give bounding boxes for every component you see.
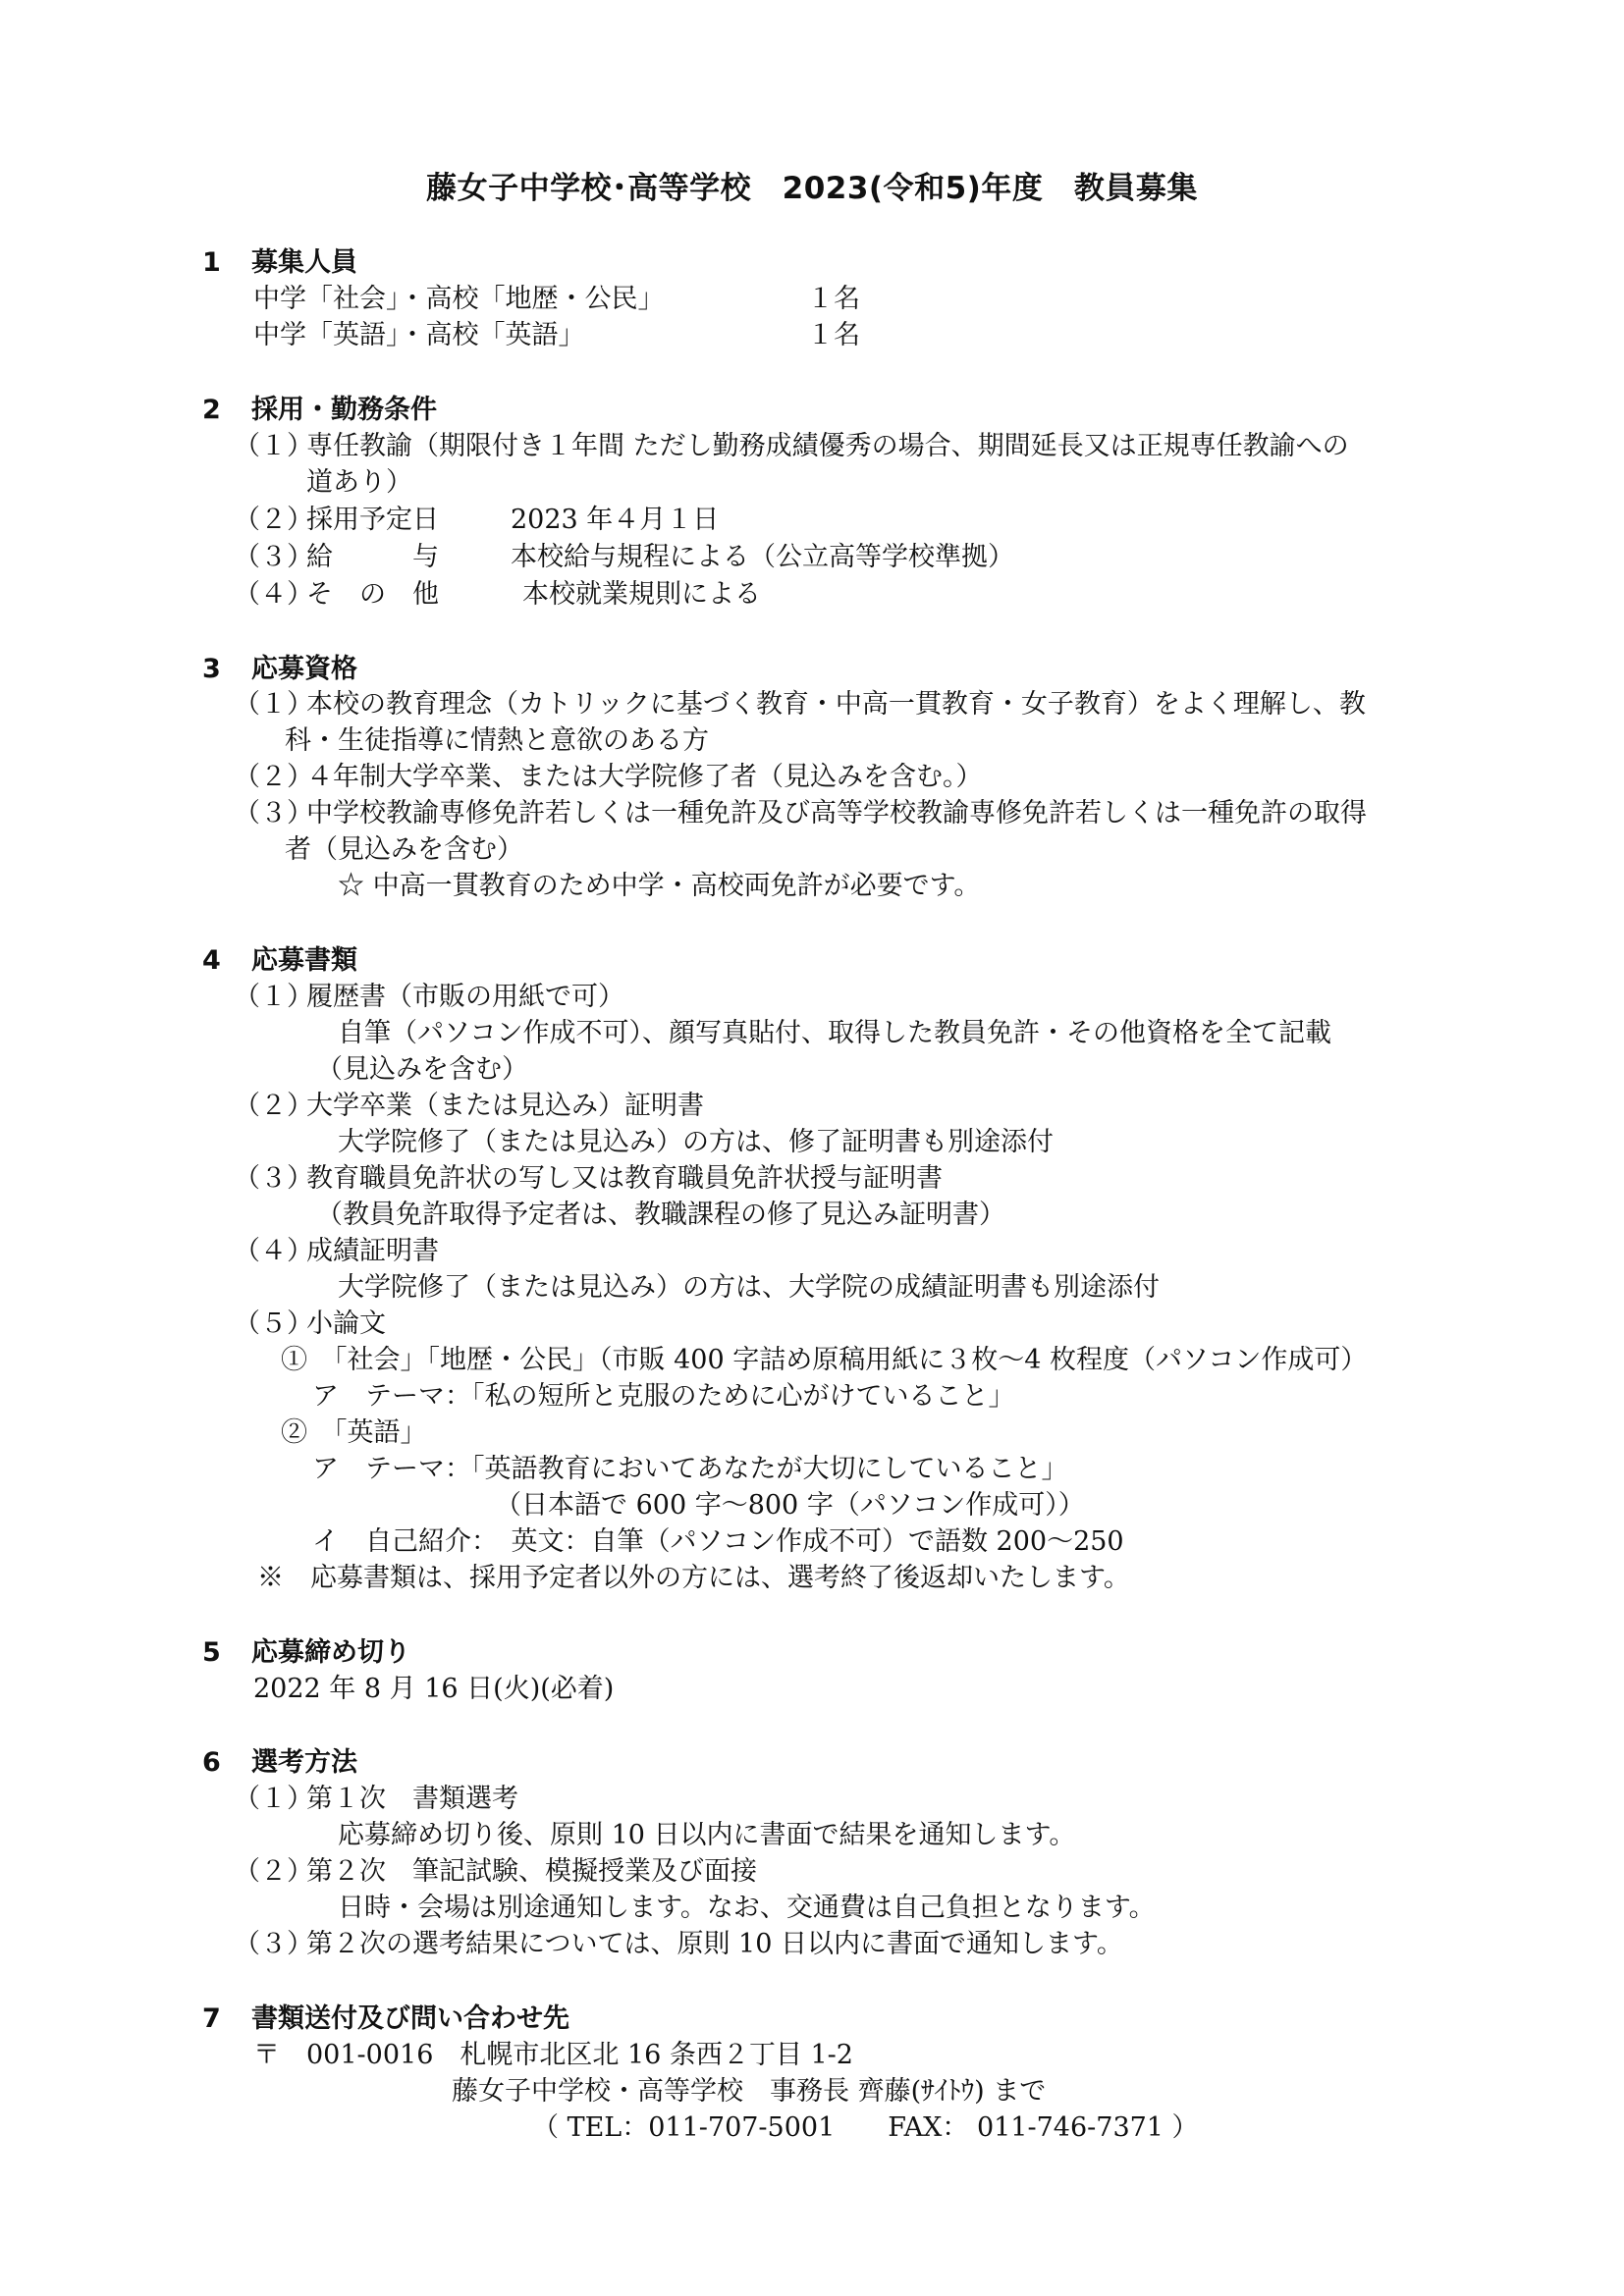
list-item-detail: （見込みを含む） — [316, 1054, 528, 1085]
list-item: （２）４年制大学卒業、または大学院修了者（見込みを含む。） — [234, 762, 983, 792]
list-item: （２）採用予定日 — [234, 505, 439, 535]
section-heading: 応募資格 — [251, 654, 357, 684]
list-item: （１）専任教諭（期限付き１年間 ただし勤務成績優秀の場合、期間延長又は正規専任教諭への — [234, 431, 1349, 461]
postal-address: 〒 001-0016 札幌市北区北 16 条西２丁目 1-2 — [253, 2040, 853, 2070]
list-item: （４）成績証明書 — [234, 1236, 439, 1266]
essay-theme: ア テーマ：「英語教育においてあなたが大切にしていること」 — [312, 1454, 1068, 1484]
essay-theme-detail: （日本語で 600 字～800 字（パソコン作成可）） — [495, 1490, 1085, 1521]
essay-theme: ア テーマ：「私の短所と克服のために心がけていること」 — [312, 1381, 1015, 1412]
documents-note: ※ 応募書類は、採用予定者以外の方には、選考終了後返却いたします。 — [257, 1563, 1130, 1593]
list-item: （４）そ の 他 — [234, 579, 439, 610]
recipient: 藤女子中学校・高等学校 事務長 齊藤(ｻｲﾄｳ) まで — [452, 2076, 1047, 2107]
list-item: （１）第１次 書類選考 — [234, 1784, 518, 1814]
list-item-detail: （教員免許取得予定者は、教職課程の修了見込み証明書） — [316, 1200, 1005, 1230]
self-introduction: イ 自己紹介： 英文：自筆（パソコン作成不可）で語数 200～250 — [312, 1526, 1124, 1557]
list-item-continuation: 者（見込みを含む） — [285, 834, 523, 865]
section-number: 6 — [202, 1747, 221, 1778]
list-item-continuation: 科・生徒指導に情熱と意欲のある方 — [285, 725, 709, 756]
section-number: 3 — [202, 654, 221, 684]
section-heading: 書類送付及び問い合わせ先 — [251, 2003, 569, 2034]
other-value: 本校就業規則による — [522, 579, 761, 610]
list-item-detail: 日時・会場は別途通知します。なお、交通費は自己負担となります。 — [338, 1893, 1156, 1923]
list-item: （３）給 与 — [234, 542, 439, 572]
recruit-count: １名 — [807, 284, 860, 314]
contact-numbers: （ TEL：011-707-5001 FAX： 011-746-7371 ） — [532, 2112, 1199, 2143]
salary-value: 本校給与規程による（公立高等学校準拠） — [511, 542, 1014, 572]
deadline-date: 2022 年 8 月 16 日(火)(必着) — [253, 1674, 615, 1704]
recruit-subject: 中学「英語」・高校「英語」 — [253, 320, 585, 350]
section-heading: 選考方法 — [251, 1747, 357, 1778]
section-number: 2 — [202, 395, 221, 425]
section-number: 5 — [202, 1637, 221, 1668]
section-number: 1 — [202, 247, 221, 278]
recruit-subject: 中学「社会」・高校「地歴・公民」 — [253, 284, 665, 314]
list-item-detail: 応募締め切り後、原則 10 日以内に書面で結果を通知します。 — [338, 1820, 1076, 1850]
recruit-count: １名 — [807, 320, 860, 350]
list-item: （３）教育職員免許状の写し又は教育職員免許状授与証明書 — [234, 1163, 943, 1194]
section-heading: 応募締め切り — [251, 1637, 410, 1668]
section-heading: 応募書類 — [251, 945, 357, 976]
list-item-detail: 自筆（パソコン作成不可）、顔写真貼付、取得した教員免許・その他資格を全て記載 — [338, 1018, 1331, 1048]
list-item: （２）第２次 筆記試験、模擬授業及び面接 — [234, 1856, 757, 1887]
list-item: （３）第２次の選考結果については、原則 10 日以内に書面で通知します。 — [234, 1929, 1123, 1959]
section-number: 4 — [202, 945, 221, 976]
list-item: （１）本校の教育理念（カトリックに基づく教育・中高一貫教育・女子教育）をよく理解し、教 — [234, 689, 1366, 720]
employment-start-date: 2023 年４月１日 — [511, 505, 720, 535]
list-item: （２）大学卒業（または見込み）証明書 — [234, 1091, 704, 1121]
essay-category: ② 「英語」 — [281, 1417, 427, 1448]
essay-category: ① 「社会」「地歴・公民」（市販 400 字詰め原稿用紙に３枚～4 枚程度（パソコン作成可） — [281, 1345, 1368, 1375]
section-heading: 募集人員 — [251, 247, 357, 278]
list-item: （３）中学校教諭専修免許若しくは一種免許及び高等学校教諭専修免許若しくは一種免許の取得 — [234, 798, 1367, 828]
list-item-detail: 大学院修了（または見込み）の方は、修了証明書も別途添付 — [338, 1127, 1054, 1157]
section-heading: 採用・勤務条件 — [251, 395, 437, 425]
list-item-detail: 大学院修了（または見込み）の方は、大学院の成績証明書も別途添付 — [338, 1272, 1160, 1303]
list-item: （１）履歴書（市販の用紙で可） — [234, 982, 624, 1012]
page-title: 藤女子中学校･高等学校 2023(令和5)年度 教員募集 — [426, 171, 1198, 206]
section-number: 7 — [202, 2003, 221, 2034]
license-note: ☆ 中高一貫教育のため中学・高校両免許が必要です。 — [338, 871, 981, 901]
list-item: （５）小論文 — [234, 1308, 386, 1339]
list-item-continuation: 道あり） — [306, 467, 412, 498]
